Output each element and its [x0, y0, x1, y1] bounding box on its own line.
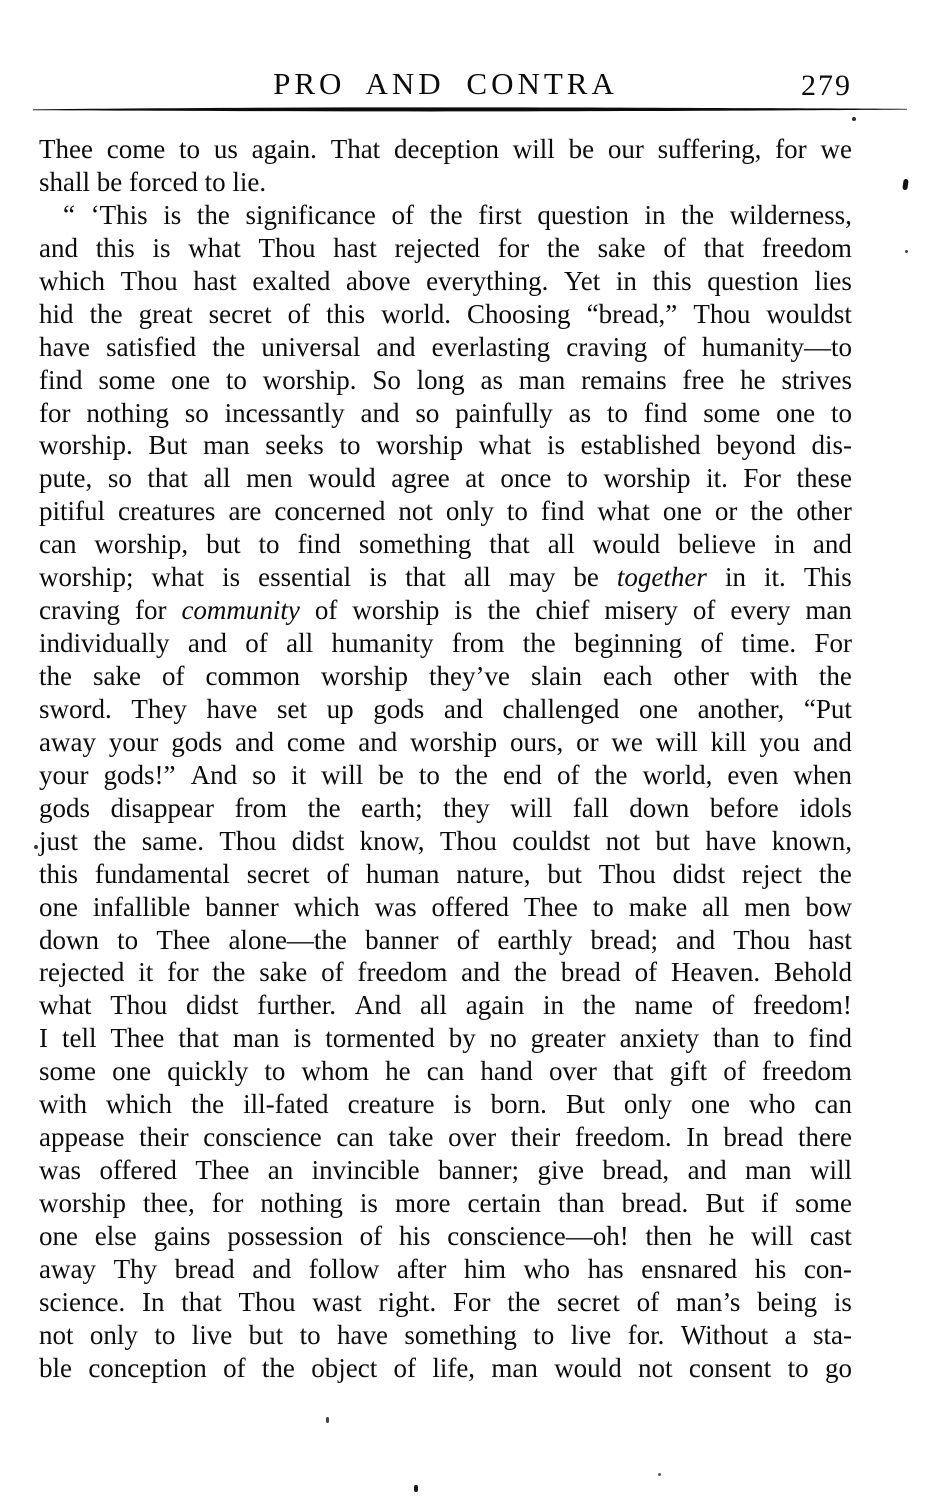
text-line: one else gains possession of his conscience—oh! then he will cast	[39, 1220, 852, 1251]
text-line: ble conception of the object of life, man would not consent to go	[39, 1352, 852, 1383]
text-line: science. In that Thou wast right. For the secret of man’s being is	[39, 1286, 852, 1317]
text-line: pute, so that all men would agree at once to worship it. For these	[39, 463, 852, 494]
scan-speck	[902, 179, 908, 191]
scan-speck	[852, 117, 856, 121]
text-line: have satisfied the universal and everlasting craving of humanity—to	[39, 331, 852, 362]
text-line: and this is what Thou hast rejected for the sake of that freedom	[39, 232, 852, 263]
text-line: the sake of common worship they’ve slain each other with the	[39, 661, 852, 691]
scan-speck	[34, 845, 38, 849]
header-rule	[33, 106, 907, 113]
text-line: worship thee, for nothing is more certain than bread. But if some	[39, 1188, 852, 1218]
text-line: not only to live but to have something to live for. Without a sta-	[39, 1319, 852, 1350]
text-line: was offered Thee an invincible banner; give bread, and man will	[39, 1155, 852, 1186]
text-line: shall be forced to lie.	[39, 166, 267, 197]
text-line: your gods!” And so it will be to the end of the world, even when	[39, 759, 852, 790]
running-head-title: PRO AND CONTRA	[273, 66, 618, 101]
text-block	[39, 133, 852, 1385]
text-line: gods disappear from the earth; they will fall down before idols	[39, 792, 852, 823]
text-line: pitiful creatures are concerned not only to find what one or the other	[39, 496, 852, 527]
text-line: away your gods and come and worship ours, or we will kill you and	[39, 726, 852, 757]
text-line: with which the ill-fated creature is born. But only one who can	[39, 1089, 852, 1120]
text-line: away Thy bread and follow after him who has ensnared his con-	[39, 1253, 852, 1284]
text-line: find some one to worship. So long as man remains free he strives	[39, 364, 852, 395]
page-header	[39, 64, 852, 104]
text-line: appease their conscience can take over their freedom. In bread there	[39, 1122, 852, 1153]
text-line: individually and of all humanity from the beginning of time. For	[39, 628, 852, 659]
text-line: just the same. Thou didst know, Thou couldst not but have known,	[39, 825, 852, 856]
text-line: one infallible banner which was offered Thee to make all men bow	[39, 891, 852, 922]
text-line: worship; what is essential is that all may be together in it. This	[39, 562, 852, 593]
text-line: can worship, but to find something that all would believe in and	[39, 529, 852, 560]
text-line: craving for community of worship is the chief misery of every man	[39, 595, 852, 626]
text-line: “ ‘This is the significance of the first question in the wilderness,	[63, 199, 852, 230]
text-line: this fundamental secret of human nature, but Thou didst reject the	[39, 858, 852, 889]
text-line: hid the great secret of this world. Choosing “bread,” Thou wouldst	[39, 298, 852, 329]
text-line: sword. They have set up gods and challenged one another, “Put	[39, 693, 852, 724]
text-line: down to Thee alone—the banner of earthly bread; and Thou hast	[39, 924, 852, 955]
text-line: some one quickly to whom he can hand over that gift of freedom	[39, 1056, 852, 1087]
text-line: I tell Thee that man is tormented by no greater anxiety than to find	[39, 1023, 852, 1054]
scan-speck	[905, 250, 908, 253]
text-line: worship. But man seeks to worship what is established beyond dis-	[39, 430, 852, 461]
text-line: for nothing so incessantly and so painfully as to find some one to	[39, 397, 852, 428]
text-line: rejected it for the sake of freedom and the bread of Heaven. Behold	[39, 957, 852, 988]
scan-speck	[326, 1417, 329, 1423]
scan-speck	[414, 1485, 418, 1492]
text-line: which Thou hast exalted above everything. Yet in this question lies	[39, 265, 852, 296]
page-number: 279	[801, 69, 852, 102]
text-line: Thee come to us again. That deception will be our suffering, for we	[39, 134, 852, 164]
scan-speck	[658, 1473, 661, 1476]
text-line: what Thou didst further. And all again in the name of freedom!	[39, 990, 852, 1021]
